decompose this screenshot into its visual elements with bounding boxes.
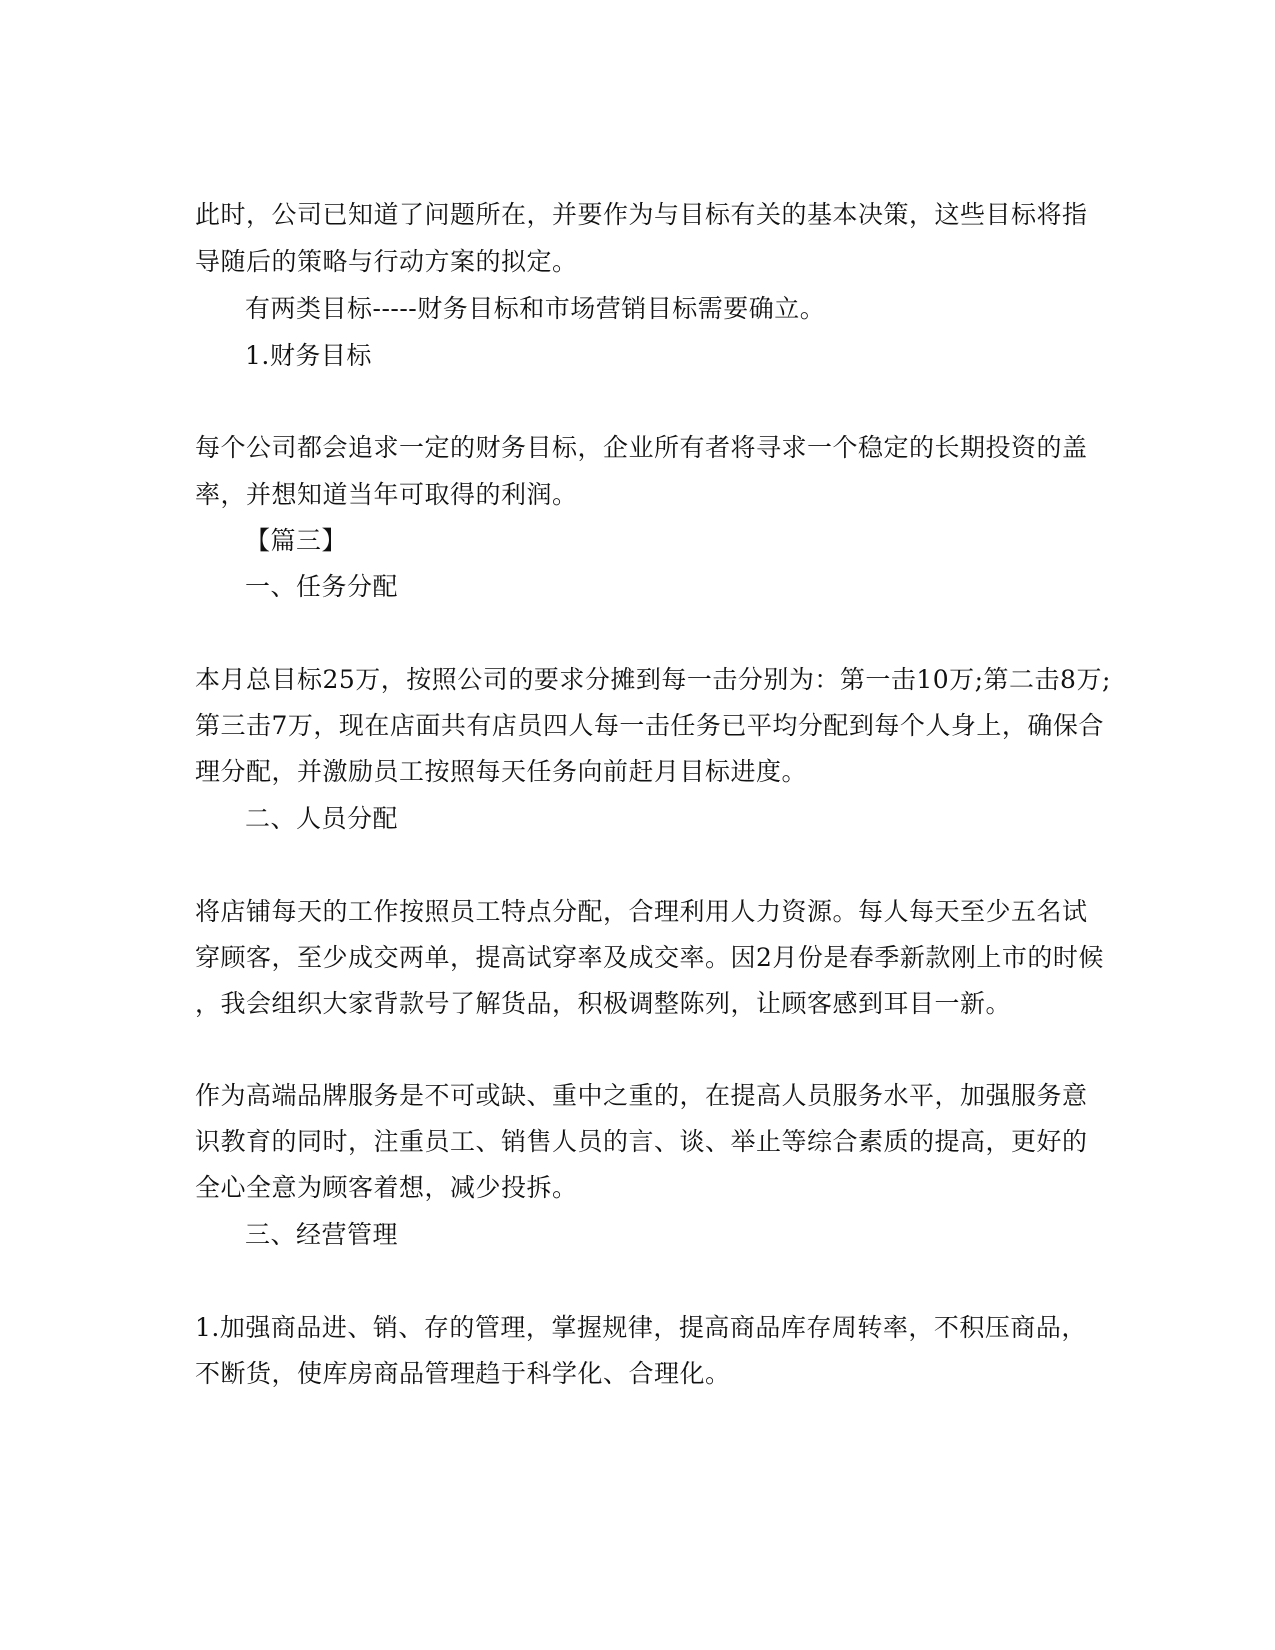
section-heading: 二、人员分配: [245, 804, 399, 833]
body-text-line: 全心全意为顾客着想，减少投拆。: [195, 1173, 578, 1202]
body-text-line: 作为高端品牌服务是不可或缺、重中之重的，在提高人员服务水平，加强服务意: [195, 1081, 1088, 1110]
body-text-line: 理分配，并激励员工按照每天任务向前赶月目标进度。: [195, 757, 808, 786]
body-text-line: 有两类目标-----财务目标和市场营销目标需要确立。: [245, 294, 826, 323]
body-text-line: 不断货，使库房商品管理趋于科学化、合理化。: [195, 1359, 731, 1388]
section-heading: 三、经营管理: [245, 1220, 399, 1249]
body-text-line: 第三击7万，现在店面共有店员四人每一击任务已平均分配到每个人身上，确保合: [195, 711, 1104, 740]
body-text-line: 每个公司都会追求一定的财务目标，企业所有者将寻求一个稳定的长期投资的盖: [195, 433, 1088, 462]
body-text-line: 1.加强商品进、销、存的管理，掌握规律，提高商品库存周转率，不积压商品，: [195, 1313, 1087, 1342]
chapter-heading: 【篇三】: [245, 526, 348, 555]
body-text-line: 本月总目标25万，按照公司的要求分摊到每一击分别为：第一击10万;第二击8万;: [195, 665, 1111, 694]
body-text-line: 此时，公司已知道了问题所在，并要作为与目标有关的基本决策，这些目标将指: [195, 200, 1088, 229]
section-heading: 1.财务目标: [245, 341, 372, 370]
body-text-line: 率，并想知道当年可取得的利润。: [195, 480, 578, 509]
body-text-line: 导随后的策略与行动方案的拟定。: [195, 247, 578, 276]
section-heading: 一、任务分配: [245, 572, 399, 601]
body-text-line: 识教育的同时，注重员工、销售人员的言、谈、举止等综合素质的提高，更好的: [195, 1127, 1088, 1156]
body-text-line: 穿顾客，至少成交两单，提高试穿率及成交率。因2月份是春季新款刚上市的时候: [195, 943, 1104, 972]
body-text-line: ，我会组织大家背款号了解货品，积极调整陈列，让顾客感到耳目一新。: [195, 989, 1012, 1018]
body-text-line: 将店铺每天的工作按照员工特点分配，合理利用人力资源。每人每天至少五名试: [195, 897, 1088, 926]
